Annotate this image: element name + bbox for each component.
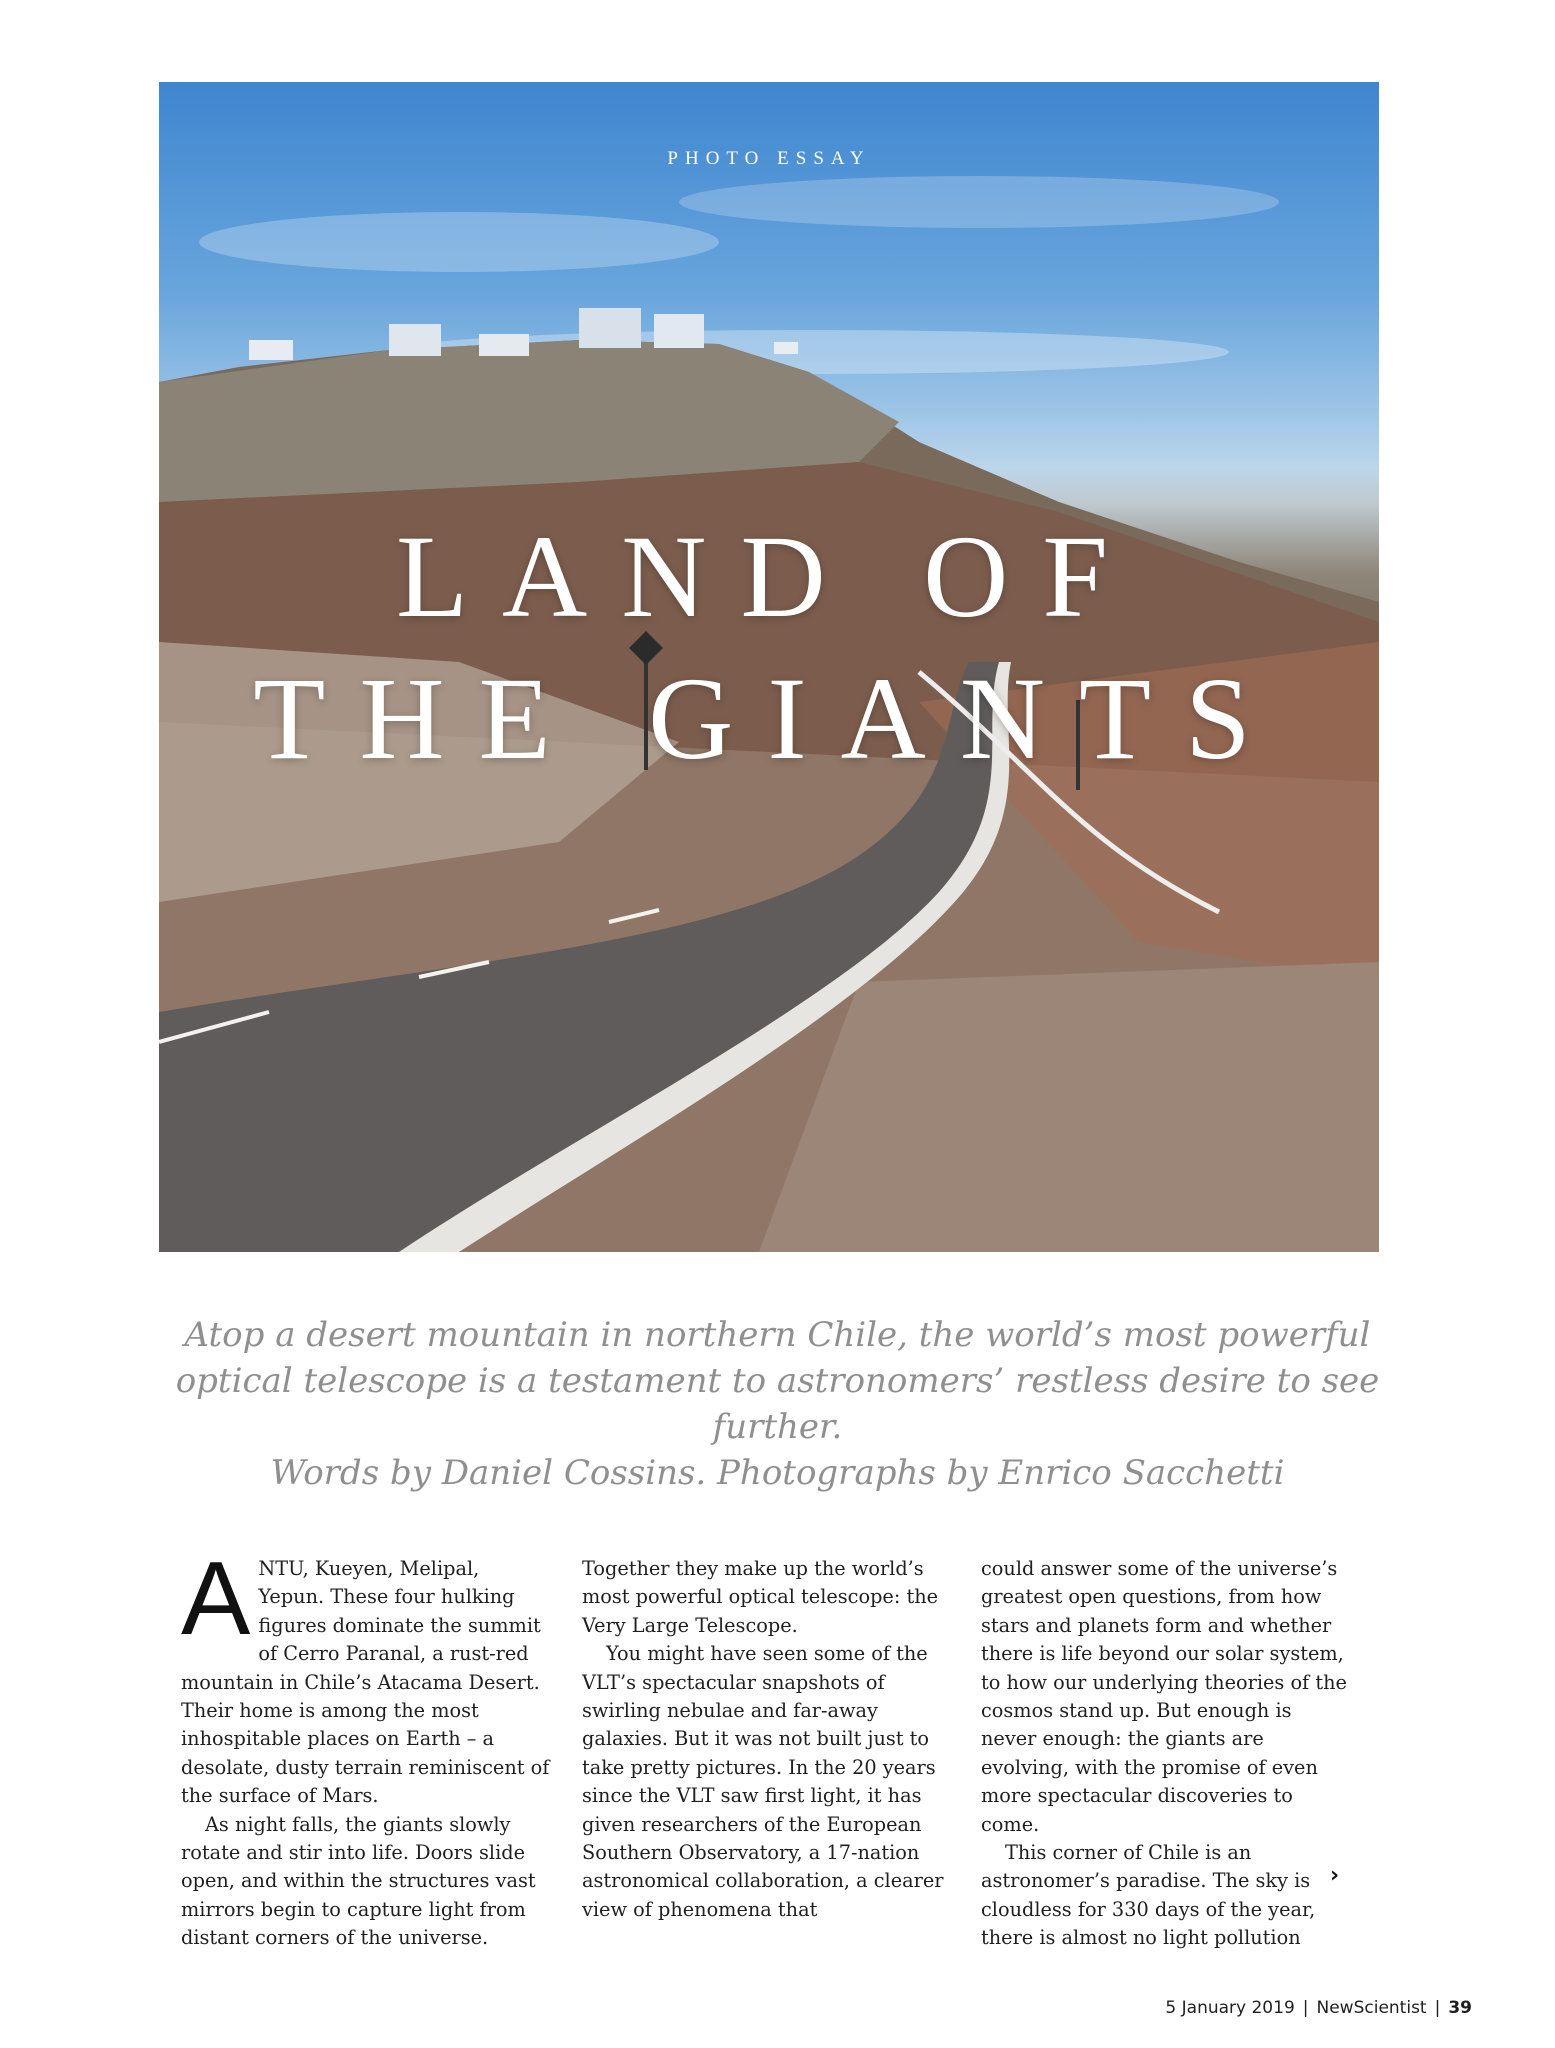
section-kicker: PHOTO ESSAY (667, 148, 871, 169)
standfirst (140, 1312, 1415, 1496)
paragraph: Together they make up the world’s most powerful optical telescope: the Very Large Telescope. (582, 1557, 939, 1637)
page-folio (1165, 1998, 1472, 2018)
paragraph: This corner of Chile is an astronomer’s paradise. The sky is cloudless for 330 days of the year, there is almost no light pollution (981, 1841, 1316, 1950)
magazine-name: NewScientist (1316, 1998, 1427, 2018)
folio-separator: | (1302, 1998, 1309, 2018)
page-number: 39 (1448, 1998, 1472, 2018)
issue-date: 5 January 2019 (1165, 1998, 1295, 2018)
body-column-2 (582, 1555, 952, 1924)
body-column-1 (181, 1541, 551, 1953)
headline-line-1: LAND OF (395, 511, 1143, 642)
continue-arrow-icon: › (1330, 1863, 1340, 1888)
paragraph: You might have seen some of the VLT’s spectacular snapshots of swirling nebulae and far-away galaxies. But it was not built just to take pretty pictures. In the 20 years since the VLT saw first light, it has given researchers of the European Southern Observatory, a 17-nation astronomical collaboration, a clearer view of phenomena that (582, 1642, 944, 1921)
drop-cap: A (181, 1541, 251, 1657)
byline: Words by Daniel Cossins. Photographs by Enrico Sacchetti (270, 1453, 1285, 1493)
body-column-3 (981, 1555, 1351, 1953)
standfirst-text: Atop a desert mountain in northern Chile, the world’s most powerful optical telescope is a testament to astronomers’ restless desire to see further. (175, 1315, 1380, 1447)
paragraph: NTU, Kueyen, Melipal, Yepun. These four hulking figures dominate the summit of Cerro Paranal, a rust-red mountain in Chile’s Atacama Desert. Their home is among the most inhospitable places on Earth – a desolate, dusty terrain reminiscent of the surface of Mars. (181, 1557, 550, 1808)
hero-photo (159, 82, 1379, 1252)
paragraph: could answer some of the universe’s greatest open questions, from how stars and planets form and whether there is life beyond our solar system, to how our underlying theories of the cosmos stand up. But enough is never enough: the giants are evolving, with the promise of even more spectacular discoveries to come. (981, 1557, 1347, 1836)
folio-separator: | (1434, 1998, 1441, 2018)
paragraph: As night falls, the giants slowly rotate and stir into life. Doors slide open, and within the structures vast mirrors begin to capture light from distant corners of the universe. (181, 1812, 536, 1950)
headline-line-2: THE GIANTS (253, 653, 1285, 784)
